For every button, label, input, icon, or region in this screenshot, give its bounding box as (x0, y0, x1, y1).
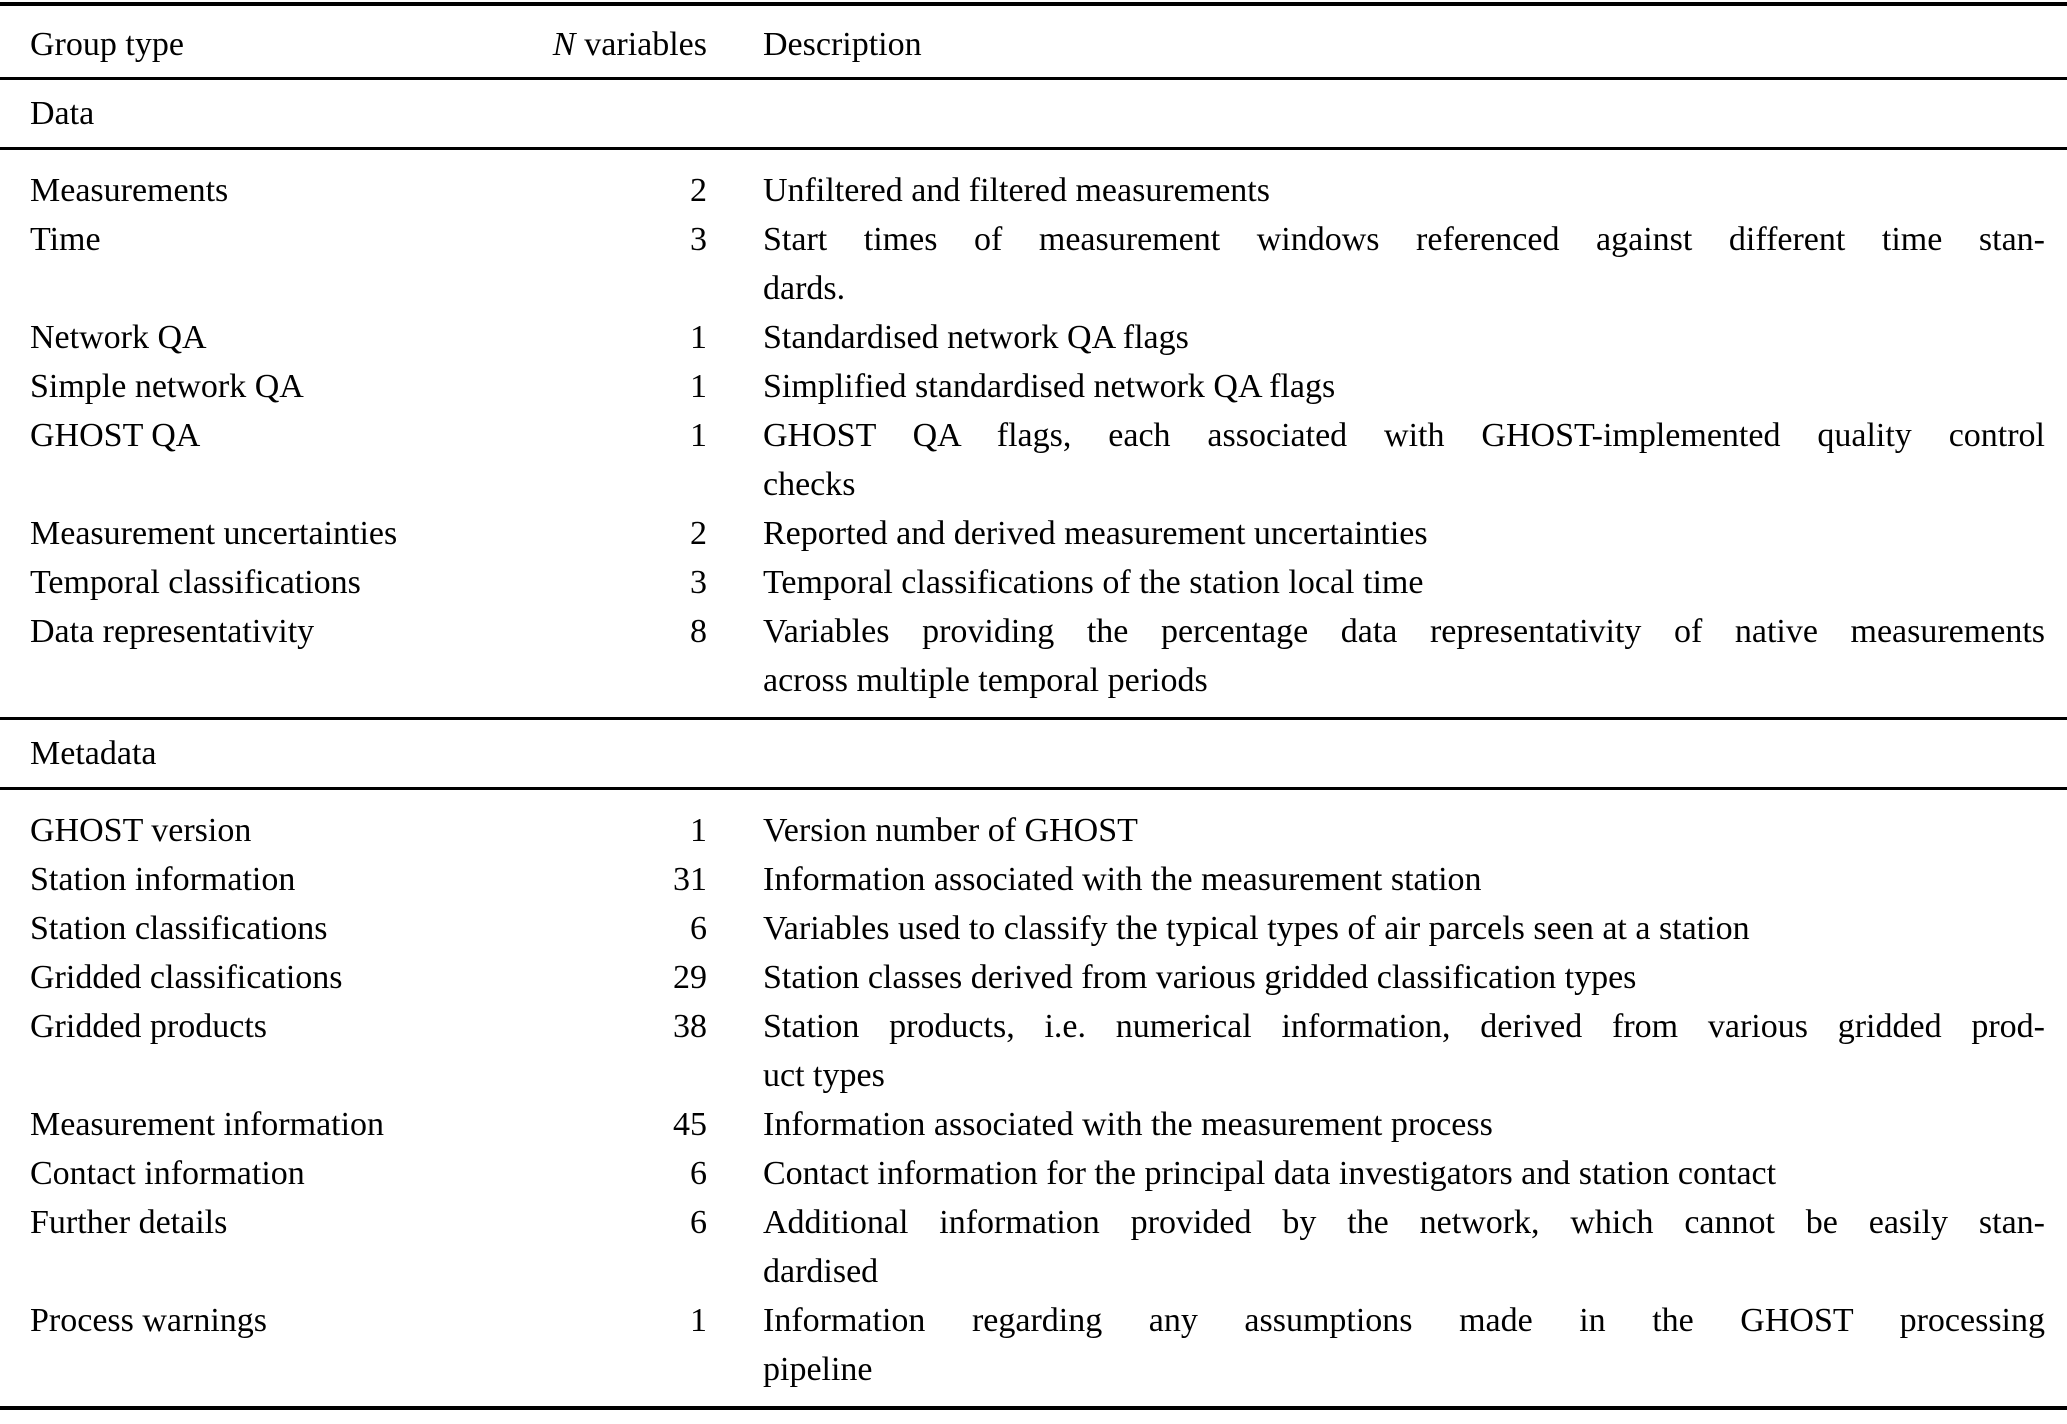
header-group-type: Group type (30, 26, 184, 63)
group-type-cell: Gridded products (30, 1008, 268, 1045)
table-bottom-rule (0, 1406, 2067, 1410)
group-type-cell: Gridded classifications (30, 959, 343, 996)
description-line: Station classes derived from various gridded classification types (763, 959, 1637, 996)
n-variables-cell: 6 (690, 1204, 707, 1241)
description-line: dards. (763, 270, 846, 307)
n-variables-cell: 3 (690, 564, 707, 601)
section-rows-metadata (0, 790, 2067, 1406)
group-type-cell: Further details (30, 1204, 228, 1241)
description-line: Start times of measurement windows referenced against different time stan- (763, 221, 2045, 258)
n-variables-cell: 8 (690, 613, 707, 650)
n-variables-cell: 29 (673, 959, 707, 996)
description-cell (707, 362, 2045, 411)
group-type-cell: GHOST version (30, 812, 252, 849)
section-label-metadata: Metadata (30, 735, 157, 772)
table-row (0, 1002, 2067, 1100)
description-line: uct types (763, 1057, 885, 1094)
n-symbol: N (552, 26, 576, 63)
n-variables-cell: 1 (690, 812, 707, 849)
section-label-data: Data (30, 95, 95, 132)
group-type-cell: Simple network QA (30, 368, 304, 405)
group-type-cell: Contact information (30, 1155, 305, 1192)
n-variables-cell: 2 (690, 515, 707, 552)
n-variables-cell: 3 (690, 221, 707, 258)
description-cell (707, 558, 2045, 607)
description-cell (707, 806, 2045, 855)
n-variables-label: variables (584, 26, 707, 63)
description-line: Reported and derived measurement uncertainties (763, 515, 1428, 552)
table-row (0, 953, 2067, 1002)
table-row (0, 607, 2067, 705)
group-type-cell: Network QA (30, 319, 207, 356)
group-type-cell: Measurements (30, 172, 229, 209)
group-type-cell: GHOST QA (30, 417, 201, 454)
group-type-cell: Process warnings (30, 1302, 268, 1339)
description-line: Unfiltered and filtered measurements (763, 172, 1270, 209)
header-description: Description (763, 26, 922, 63)
table-row (0, 558, 2067, 607)
description-line: Station products, i.e. numerical information, derived from various gridded prod- (763, 1008, 2045, 1045)
table-row (0, 1296, 2067, 1394)
description-line: Temporal classifications of the station local time (763, 564, 1424, 601)
table-row (0, 855, 2067, 904)
table-row (0, 215, 2067, 313)
n-variables-cell: 2 (690, 172, 707, 209)
header-n-variables (510, 20, 707, 69)
n-variables-cell: 6 (690, 910, 707, 947)
description-cell (707, 1149, 2045, 1198)
table-row (0, 1100, 2067, 1149)
n-variables-cell: 1 (690, 1302, 707, 1339)
description-cell (707, 607, 2045, 705)
section-rows-data (0, 150, 2067, 717)
table-header-row (0, 6, 2067, 77)
description-cell (707, 215, 2045, 313)
group-type-cell: Measurement information (30, 1106, 385, 1143)
description-line: Variables used to classify the typical types of air parcels seen at a station (763, 910, 1750, 947)
table-body (0, 80, 2067, 1406)
n-variables-cell: 31 (673, 861, 707, 898)
description-line: Simplified standardised network QA flags (763, 368, 1336, 405)
description-line: GHOST QA flags, each associated with GHOST-implemented quality control (763, 417, 2045, 454)
description-line: Additional information provided by the network, which cannot be easily stan- (763, 1204, 2045, 1241)
description-cell (707, 904, 2045, 953)
group-type-cell: Measurement uncertainties (30, 515, 398, 552)
description-line: Contact information for the principal data investigators and station contact (763, 1155, 1777, 1192)
description-cell (707, 411, 2045, 509)
table-row (0, 1149, 2067, 1198)
description-line: Information associated with the measurement station (763, 861, 1482, 898)
table-row (0, 904, 2067, 953)
n-variables-cell: 38 (673, 1008, 707, 1045)
description-line: Variables providing the percentage data representativity of native measurements (763, 613, 2045, 650)
group-type-cell: Temporal classifications (30, 564, 361, 601)
description-line: across multiple temporal periods (763, 662, 1208, 699)
table-row (0, 166, 2067, 215)
n-variables-cell: 6 (690, 1155, 707, 1192)
group-type-cell: Time (30, 221, 101, 258)
description-line: Information regarding any assumptions made in the GHOST processing (763, 1302, 2045, 1339)
table-row (0, 362, 2067, 411)
description-cell (707, 166, 2045, 215)
n-variables-cell: 1 (690, 319, 707, 356)
description-cell (707, 953, 2045, 1002)
description-line: pipeline (763, 1351, 873, 1388)
group-type-cell: Station classifications (30, 910, 328, 947)
description-cell (707, 1002, 2045, 1100)
table-row (0, 411, 2067, 509)
description-line: Information associated with the measurement process (763, 1106, 1493, 1143)
description-cell (707, 313, 2045, 362)
description-cell (707, 509, 2045, 558)
table-row (0, 806, 2067, 855)
n-variables-cell: 45 (673, 1106, 707, 1143)
description-cell (707, 855, 2045, 904)
group-type-cell: Station information (30, 861, 296, 898)
description-line: Version number of GHOST (763, 812, 1138, 849)
table-row (0, 313, 2067, 362)
table-row (0, 509, 2067, 558)
n-variables-cell: 1 (690, 417, 707, 454)
description-cell (707, 1296, 2045, 1394)
description-cell (707, 1198, 2045, 1296)
group-type-cell: Data representativity (30, 613, 315, 650)
table-row (0, 1198, 2067, 1296)
description-line: checks (763, 466, 856, 503)
description-line: dardised (763, 1253, 879, 1290)
n-variables-cell: 1 (690, 368, 707, 405)
description-line: Standardised network QA flags (763, 319, 1189, 356)
description-cell (707, 1100, 2045, 1149)
